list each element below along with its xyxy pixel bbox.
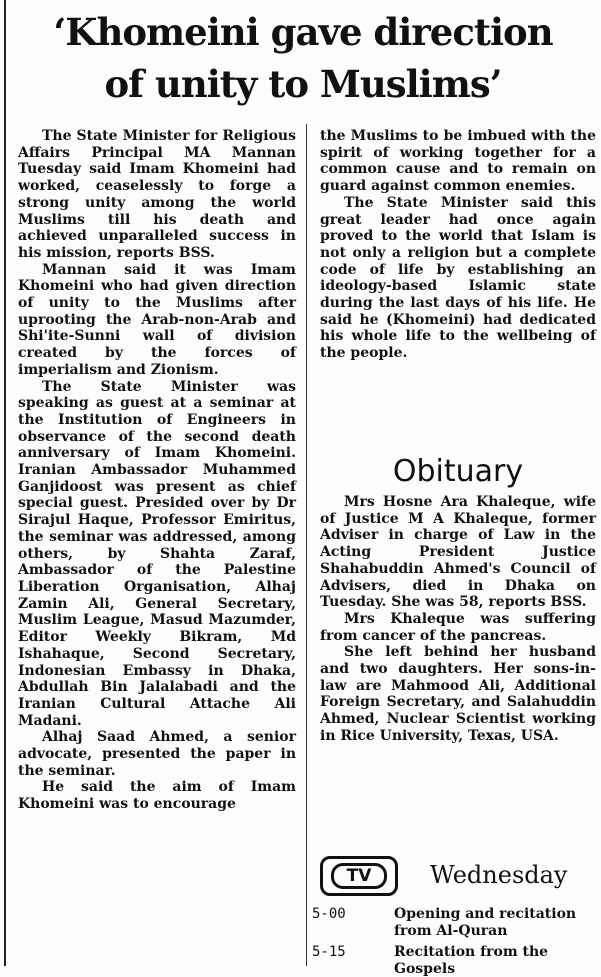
left-border-rule bbox=[4, 0, 6, 966]
obituary-column bbox=[320, 494, 596, 834]
tv-programme-title: Recitation from the Gospels bbox=[394, 944, 549, 977]
column-divider bbox=[306, 124, 307, 966]
article-paragraph: The State Minister was speaking as guest at a seminar at the Institution of Engineers in observance of the second death anniversary of Imam Khomeini. Iranian Ambassador Muhammed Ganjidoost was present as chief special guest. Presided over by Dr Sirajul Haque, Professor Emiritus, the seminar was addressed, among others, by Shahta Zaraf, Ambassador of the Palestine Liberation Organisation, Alhaj Zamin Ali, General Secretary, Muslim League, Masud Mazumder, Editor Weekly Bikram, Md Ishahaque, Second Secretary, Indonesian Embassy in Dhaka, Abdullah Bin Jalalabadi and the Iranian Cultural Attache Ali Madani. bbox=[18, 378, 296, 729]
article-paragraph: The State Minister for Religious Affairs Principal MA Mannan Tuesday said Imam Khomeini had worked, ceaselessly to forge a strong unity among the world Muslims till his death and achieved unparalleled success in his mission, reports BSS. bbox=[18, 128, 296, 261]
obituary-paragraph: Mrs Hosne Ara Khaleque, wife of Justice M A Khaleque, former Adviser in charge of Law in the Acting President Justice Shahabuddin Ahmed's Council of Advisers, died in Dhaka on Tuesday. She was 58, reports BSS. bbox=[320, 494, 596, 611]
tv-programme-time: 5-00 bbox=[312, 906, 346, 922]
obituary-title: Obituary bbox=[392, 454, 524, 489]
tv-programme-title: Opening and recitation from Al-Quran bbox=[394, 906, 577, 939]
tv-schedule-header bbox=[320, 850, 596, 898]
tv-programme-time: 5-15 bbox=[312, 944, 346, 960]
tv-logo-icon bbox=[320, 856, 398, 896]
tv-schedule-day: Wednesday bbox=[430, 861, 568, 889]
article-paragraph: He said the aim of Imam Khomeini was to encourage bbox=[18, 779, 296, 813]
tv-programme-row bbox=[312, 944, 596, 977]
headline-line-2: of unity to Muslims’ bbox=[104, 62, 502, 106]
article-paragraph-continued: the Muslims to be imbued with the spirit of working together for a common cause and to remain on guard against common enemies. bbox=[320, 128, 596, 195]
article-paragraph: Alhaj Saad Ahmed, a senior advocate, presented the paper in the seminar. bbox=[18, 729, 296, 779]
obituary-paragraph: She left behind her husband and two daughters. Her sons-in-law are Mahmood Ali, Additional Foreign Secretary, and Salahuddin Ahmed, Nuclear Scientist working in Rice University, Texas, USA. bbox=[320, 644, 596, 744]
article-column-2 bbox=[320, 128, 596, 440]
headline-line-1: ‘Khomeini gave direction bbox=[53, 10, 553, 54]
article-headline bbox=[14, 6, 592, 110]
article-column-1 bbox=[18, 128, 296, 966]
article-paragraph: Mannan said it was Imam Khomeini who had given direction of unity to the Muslims after uprooting the Arab-non-Arab and Shi'ite-Sunni wall of division created by the forces of imperialism and Zionism. bbox=[18, 261, 296, 378]
tv-programme-row bbox=[312, 906, 596, 944]
article-paragraph: The State Minister said this great leader had once again proved to the world that Islam is not only a religion but a complete code of life by establishing an ideology-based Islamic state during the last days of his life. He said he (Khomeini) had dedicated his whole life to the wellbeing of the people. bbox=[320, 194, 596, 362]
tv-logo-text: TV bbox=[331, 863, 387, 889]
obituary-paragraph: Mrs Khaleque was suffering from cancer of the pancreas. bbox=[320, 610, 596, 644]
